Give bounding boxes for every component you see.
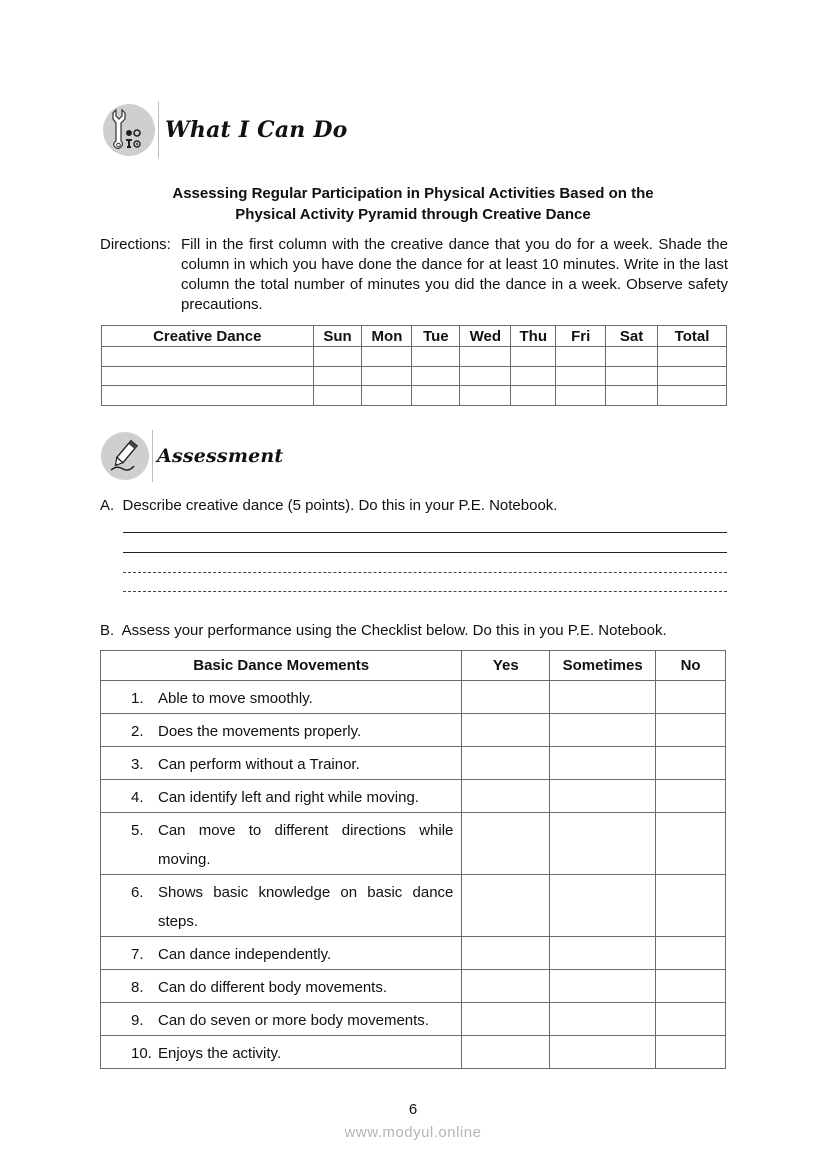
sometimes-cell[interactable] <box>550 780 656 813</box>
sun-cell[interactable] <box>313 347 362 367</box>
activity-title-line-2: Physical Activity Pyramid through Creative Dance <box>235 206 591 223</box>
no-cell[interactable] <box>656 681 726 714</box>
thu-cell[interactable] <box>511 386 556 406</box>
sometimes-cell[interactable] <box>550 813 656 875</box>
yes-cell[interactable] <box>462 937 550 970</box>
sometimes-cell[interactable] <box>550 937 656 970</box>
mon-cell[interactable] <box>362 347 412 367</box>
answer-line[interactable] <box>123 591 727 592</box>
tue-cell[interactable] <box>412 347 460 367</box>
answer-line[interactable] <box>123 572 727 573</box>
directions <box>100 235 728 315</box>
col-header-mon: Mon <box>362 326 412 347</box>
item-number: 3. <box>131 756 144 773</box>
item-number: 5. <box>131 822 144 839</box>
fri-cell[interactable] <box>556 366 606 386</box>
item-text: Can do seven or more body movements. <box>158 1012 429 1029</box>
yes-cell[interactable] <box>462 1036 550 1069</box>
watermark: www.modyul.online <box>344 1124 482 1141</box>
total-cell[interactable] <box>658 366 727 386</box>
tools-icon <box>103 104 155 156</box>
checklist-item <box>101 937 462 970</box>
sometimes-cell[interactable] <box>550 1003 656 1036</box>
section-title: What I Can Do <box>165 117 348 143</box>
table-row <box>102 366 727 386</box>
col-header-total: Total <box>658 326 727 347</box>
checklist-item <box>101 970 462 1003</box>
header-divider <box>152 430 153 482</box>
yes-cell[interactable] <box>462 747 550 780</box>
item-text: Can perform without a Trainor. <box>158 756 360 773</box>
checklist-item <box>101 780 462 813</box>
mon-cell[interactable] <box>362 386 412 406</box>
no-cell[interactable] <box>656 1003 726 1036</box>
sometimes-cell[interactable] <box>550 714 656 747</box>
no-cell[interactable] <box>656 875 726 937</box>
total-cell[interactable] <box>658 347 727 367</box>
mon-cell[interactable] <box>362 366 412 386</box>
table-row <box>101 780 726 813</box>
yes-cell[interactable] <box>462 875 550 937</box>
no-cell[interactable] <box>656 780 726 813</box>
yes-cell[interactable] <box>462 780 550 813</box>
sometimes-cell[interactable] <box>550 875 656 937</box>
yes-cell[interactable] <box>462 813 550 875</box>
table-row <box>101 714 726 747</box>
pencil-icon <box>101 432 149 480</box>
item-text: Can dance independently. <box>158 946 332 963</box>
sat-cell[interactable] <box>606 386 658 406</box>
item-number: 2. <box>131 723 144 740</box>
answer-line[interactable] <box>123 532 727 533</box>
col-header-sun: Sun <box>313 326 362 347</box>
table-row <box>101 813 726 875</box>
page-number: 6 <box>408 1101 418 1118</box>
activity-title <box>100 183 726 225</box>
header-divider <box>158 102 159 158</box>
table-row <box>102 347 727 367</box>
item-text: Able to move smoothly. <box>158 690 313 707</box>
dance-name-cell[interactable] <box>102 347 314 367</box>
dance-name-cell[interactable] <box>102 366 314 386</box>
yes-cell[interactable] <box>462 970 550 1003</box>
checklist-item <box>101 681 462 714</box>
no-cell[interactable] <box>656 714 726 747</box>
table-row <box>101 1003 726 1036</box>
col-header-thu: Thu <box>511 326 556 347</box>
col-header-fri: Fri <box>556 326 606 347</box>
creative-dance-table <box>101 325 727 406</box>
dance-name-cell[interactable] <box>102 386 314 406</box>
item-number: 4. <box>131 789 144 806</box>
col-header-sat: Sat <box>606 326 658 347</box>
yes-cell[interactable] <box>462 681 550 714</box>
item-number: 8. <box>131 979 144 996</box>
sun-cell[interactable] <box>313 366 362 386</box>
no-cell[interactable] <box>656 813 726 875</box>
checklist-item <box>101 813 462 875</box>
checklist-item <box>101 714 462 747</box>
no-cell[interactable] <box>656 747 726 780</box>
question-a: A. Describe creative dance (5 points). Do this in your P.E. Notebook. <box>100 497 558 514</box>
sometimes-cell[interactable] <box>550 970 656 1003</box>
table-row <box>101 937 726 970</box>
table-row <box>101 875 726 937</box>
wed-cell[interactable] <box>460 386 511 406</box>
col-header-sometimes: Sometimes <box>550 651 656 681</box>
sometimes-cell[interactable] <box>550 747 656 780</box>
col-header-creative-dance: Creative Dance <box>102 326 314 347</box>
assessment-header <box>101 430 283 482</box>
item-text: Can move to different directions while moving. <box>158 822 454 868</box>
table-row <box>101 970 726 1003</box>
fri-cell[interactable] <box>556 347 606 367</box>
col-header-tue: Tue <box>412 326 460 347</box>
table-row <box>102 386 727 406</box>
col-header-wed: Wed <box>460 326 511 347</box>
table-row <box>101 1036 726 1069</box>
checklist-item <box>101 747 462 780</box>
activity-title-line-1: Assessing Regular Participation in Physical Activities Based on the <box>172 185 654 202</box>
yes-cell[interactable] <box>462 1003 550 1036</box>
directions-text: Fill in the first column with the creative dance that you do for a week. Shade the column in which you have done the dance for at least 10 minutes. Write in the last column the total number of minutes you did the dance in a week. Observe safety precautions. <box>181 236 728 313</box>
fri-cell[interactable] <box>556 386 606 406</box>
sun-cell[interactable] <box>313 386 362 406</box>
item-number: 10. <box>131 1045 152 1062</box>
item-number: 6. <box>131 884 144 901</box>
no-cell[interactable] <box>656 1036 726 1069</box>
table-header-row <box>102 326 727 347</box>
thu-cell[interactable] <box>511 366 556 386</box>
item-text: Does the movements properly. <box>158 723 362 740</box>
checklist-table <box>100 650 726 1069</box>
col-header-yes: Yes <box>462 651 550 681</box>
what-i-can-do-header <box>103 102 348 158</box>
item-text: Enjoys the activity. <box>158 1045 282 1062</box>
total-cell[interactable] <box>658 386 727 406</box>
no-cell[interactable] <box>656 970 726 1003</box>
checklist-item <box>101 1003 462 1036</box>
item-number: 9. <box>131 1012 144 1029</box>
thu-cell[interactable] <box>511 347 556 367</box>
item-number: 1. <box>131 690 144 707</box>
table-row <box>101 681 726 714</box>
answer-line[interactable] <box>123 552 727 553</box>
col-header-movements: Basic Dance Movements <box>101 651 462 681</box>
sometimes-cell[interactable] <box>550 1036 656 1069</box>
question-b: B. Assess your performance using the Checklist below. Do this in you P.E. Notebook. <box>100 622 667 639</box>
tue-cell[interactable] <box>412 386 460 406</box>
item-text: Can identify left and right while moving. <box>158 789 419 806</box>
sometimes-cell[interactable] <box>550 681 656 714</box>
tue-cell[interactable] <box>412 366 460 386</box>
wed-cell[interactable] <box>460 366 511 386</box>
section-title: Assessment <box>157 445 284 467</box>
item-text: Can do different body movements. <box>158 979 388 996</box>
sat-cell[interactable] <box>606 366 658 386</box>
yes-cell[interactable] <box>462 714 550 747</box>
table-row <box>101 747 726 780</box>
checklist-item <box>101 1036 462 1069</box>
sat-cell[interactable] <box>606 347 658 367</box>
item-text: Shows basic knowledge on basic dance steps. <box>158 884 454 930</box>
directions-label: Directions: <box>100 236 171 253</box>
item-number: 7. <box>131 946 144 963</box>
col-header-no: No <box>656 651 726 681</box>
checklist-item <box>101 875 462 937</box>
table-header-row <box>101 651 726 681</box>
no-cell[interactable] <box>656 937 726 970</box>
wed-cell[interactable] <box>460 347 511 367</box>
